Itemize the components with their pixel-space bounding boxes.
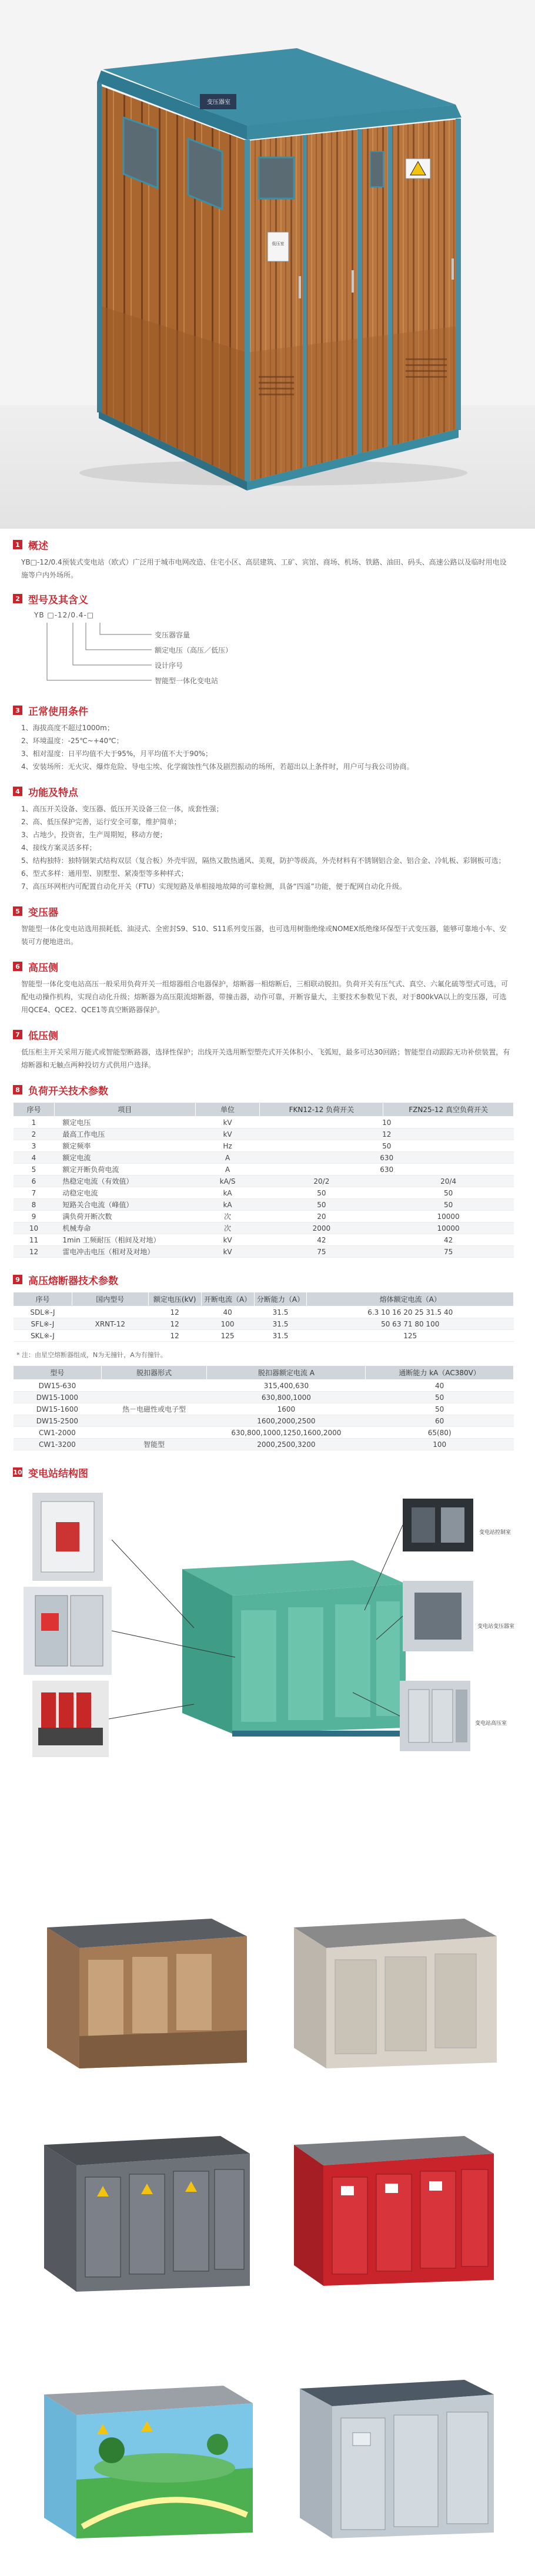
table-cell: 11 [14,1234,55,1246]
condition-item: 4、安装场所：无火灾、爆炸危险、导电尘埃、化学腐蚀性气体及剧烈振动的场所，若超出以上条件时，用户可与我公司协商。 [21,763,414,771]
table-cell: 42 [383,1234,514,1246]
model-code-diagram [34,607,535,696]
feature-item: 3、占地少，投资省，生产周期短，移动方便； [21,831,167,839]
table-cell: 2000 [260,1222,383,1234]
table-cell: 50 63 71 80 100 [307,1318,514,1330]
table-cell: 2 [14,1129,55,1140]
table-row [14,1318,514,1330]
table-row [14,1187,514,1199]
condition-item: 2、环境温度：-25℃~+40℃； [21,737,123,745]
table-cell: 1min 工频耐压（相间及对地） [54,1234,195,1246]
hv-text: 智能型一体化变电站高压一般采用负荷开关一组熔器组合电器保护，熔断器一相熔断后，三相联动脱扣。负荷开关有压气式、真空、六氟化硫等型式可选，可配电动操作机构，实现自动化升级；熔断器为高压限流熔断器，带撞击器，动作可靠，开断容量大，主要技术参数见下表，对于800kVA以上的变压器，可选用QCE4、QCE2、QCE1等真空断路器保护。 [21,980,509,1014]
table-cell: 125 [201,1330,254,1342]
table-header: 脱扣器额定电流 A [207,1366,366,1380]
section-title: 高压侧 [28,962,58,974]
table-cell: kA [195,1199,260,1211]
table-cell [72,1307,148,1318]
table-cell: 42 [260,1234,383,1246]
table-cell: kV [195,1234,260,1246]
section-title: 变压器 [28,906,58,919]
table-cell: DW15-2500 [14,1415,102,1427]
condition-item: 1、海拔高度不超过1000m； [21,724,114,732]
table-cell: 热－电磁性或电子型 [101,1403,207,1415]
product-gray [44,2136,250,2292]
table-cell: SFL※-J [14,1318,72,1330]
table-header: 序号 [14,1103,55,1117]
table-cell: 短路关合电流（峰值） [54,1199,195,1211]
table-cell: 50 [383,1187,514,1199]
table-cell: 6 [14,1176,55,1187]
model-label-voltage: 额定电压（高压／低压） [155,646,233,654]
table-cell: 12 [148,1330,201,1342]
table-cell: 2000,2500,3200 [207,1439,366,1450]
table-cell: 4 [14,1152,55,1164]
product-painted [44,2386,253,2538]
table-row [14,1199,514,1211]
section-number: 8 [13,1085,22,1094]
structure-diagram [24,1493,473,1757]
table-cell: 50 [383,1199,514,1211]
section-title: 高压熔断器技术参数 [28,1275,118,1287]
table-cell: 31.5 [254,1307,307,1318]
table-cell: 1600 [207,1403,366,1415]
table-row [14,1234,514,1246]
model-label-design-no: 设计序号 [155,661,183,670]
table-header: 序号 [14,1292,72,1307]
table-header: 熔体额定电流（A） [307,1292,514,1307]
section-lv [0,1026,535,1072]
feature-item: 1、高压开关设备、变压器、低压开关设备三位一体，成套性强； [21,805,223,813]
table-cell: 40 [201,1307,254,1318]
table-header: 脱扣器形式 [101,1366,207,1380]
table-row [14,1246,514,1258]
section-title: 负荷开关技术参数 [28,1085,108,1097]
section-title: 功能及特点 [28,787,78,799]
condition-item: 3、相对湿度：日平均值不大于95%，月平均值不大于90%； [21,750,212,758]
table-cell: 50 [260,1187,383,1199]
section-number: 4 [13,787,22,796]
table-cell: 50 [260,1199,383,1211]
model-label-capacity: 变压器容量 [155,631,190,639]
table-cell: kV [195,1246,260,1258]
table-cell: 1 [14,1117,55,1129]
section-fuse-params [0,1271,535,1450]
model-label-type: 智能型一体化变电站 [155,677,219,685]
table-cell: 满负荷开断次数 [54,1211,195,1222]
table-cell: kV [195,1117,260,1129]
product-stone [294,1919,497,2068]
table-cell: A [195,1164,260,1176]
table-cell: 1600,2000,2500 [207,1415,366,1427]
table-cell: 智能型 [101,1439,207,1450]
table-cell: kV [195,1129,260,1140]
section-title: 变电站结构图 [28,1467,88,1480]
table-row [14,1222,514,1234]
table-cell: 65(80) [366,1427,514,1439]
table-cell: 12 [14,1246,55,1258]
lv-text: 低压柜主开关采用万能式或智能型断路器，选择性保护；出线开关选用断型塑壳式开关体积小、飞弧短，最多可达30回路；智能型自动跟踪无功补偿装置，有熔断器和无触点两种投切方式供用户选择。 [21,1048,510,1069]
table-header: 型号 [14,1366,102,1380]
table-cell: 额定开断负荷电流 [54,1164,195,1176]
section-number: 1 [13,540,22,549]
section-transformer [0,902,535,948]
section-conditions [0,701,535,773]
table-cell: 10000 [383,1211,514,1222]
table-header: 项目 [54,1103,195,1117]
table-cell: 动稳定电流 [54,1187,195,1199]
table-row [14,1176,514,1187]
table-cell: 额定频率 [54,1140,195,1152]
caption-hv-room: 变电站高压室 [475,1721,507,1727]
table-row [14,1380,514,1392]
table-cell: 315,400,630 [207,1380,366,1392]
table-cell: 最高工作电压 [54,1129,195,1140]
table-cell: 100 [201,1318,254,1330]
section-features [0,782,535,893]
section-title: 正常使用条件 [28,706,88,718]
table-cell: 5 [14,1164,55,1176]
section-title: 概述 [28,540,48,552]
table-cell: 7 [14,1187,55,1199]
table-header: FZN25-12 真空负荷开关 [383,1103,514,1117]
section-title: 低压侧 [28,1030,58,1042]
table-cell: 100 [366,1439,514,1450]
table-cell: 50 [366,1403,514,1415]
table-cell: CW1-3200 [14,1439,102,1450]
table-cell: 630,800,1000,1250,1600,2000 [207,1427,366,1439]
table-row [14,1403,514,1415]
feature-item: 2、高、低压保护完善，运行安全可靠，维护简单； [21,818,181,826]
table-cell: 次 [195,1222,260,1234]
caption-control-room: 变电站控制室 [479,1530,511,1536]
overview-text: YB□-12/0.4预装式变电站（欧式）广泛用于城市电网改造、住宅小区、高层建筑、工矿、宾馆、商场、机场、铁路、油田、码头、高速公路以及临时用电设施等户内外场所。 [21,558,507,579]
table-cell: 10 [14,1222,55,1234]
table-row [14,1152,514,1164]
table-cell: 额定电流 [54,1152,195,1164]
caption-transformer-room: 变电站变压器室 [477,1624,515,1630]
table-header: FKN12-12 负荷开关 [260,1103,383,1117]
table-cell: 630 [260,1152,514,1164]
table-row [14,1439,514,1450]
feature-item: 4、接线方案灵活多样； [21,844,96,852]
table-cell: 50 [366,1392,514,1403]
table-cell: 31.5 [254,1330,307,1342]
product-wood [47,1919,247,2068]
section-number: 3 [13,706,22,715]
section-number: 2 [13,594,22,603]
table-row [14,1415,514,1427]
table-cell: DW15-630 [14,1380,102,1392]
table-cell: 630,800,1000 [207,1392,366,1403]
switch-params-table [13,1102,514,1258]
table-cell: 50 [260,1140,514,1152]
fuse-note: * 注：由星空熔断器组成，N为无撞针，A为有撞针。 [16,1351,167,1359]
table-row [14,1307,514,1318]
table-cell [101,1380,207,1392]
table-cell: A [195,1152,260,1164]
gallery-illustrations [0,1481,535,2576]
table-cell: 20/2 [260,1176,383,1187]
product-red [294,2136,494,2286]
table-cell: 6.3 10 16 20 25 31.5 40 [307,1307,514,1318]
table-cell: 125 [307,1330,514,1342]
table-header: 国内型号 [72,1292,148,1307]
table-cell: XRNT-12 [72,1318,148,1330]
transformer-text: 智能型一体化变电站选用损耗低、油浸式、全密封S9、S10、S11系列变压器，也可选用树脂绝缘或NOMEX纸绝缘环保型干式变压器，能够可靠地小车、安装可方便地进出。 [21,925,507,946]
table-cell [72,1330,148,1342]
section-model [0,590,535,696]
structure-gallery [0,1481,535,2576]
table-cell: 31.5 [254,1318,307,1330]
table-row [14,1164,514,1176]
table-header: 通断能力 kA（AC380V） [366,1366,514,1380]
table-cell: 热稳定电流（有效值） [54,1176,195,1187]
section-switch-params [0,1081,535,1258]
table-cell: 75 [383,1246,514,1258]
table-cell: 20/4 [383,1176,514,1187]
table-cell: 630 [260,1164,514,1176]
section-hv [0,958,535,1016]
table-cell: kA/S [195,1176,260,1187]
table-cell: 10 [260,1117,514,1129]
table-cell: 12 [148,1318,201,1330]
table-header: 分断能力（A） [254,1292,307,1307]
section-number: 6 [13,962,22,971]
table-header: 额定电压(kV) [148,1292,201,1307]
section-overview [0,536,535,582]
table-row [14,1211,514,1222]
table-cell [101,1392,207,1403]
table-cell: 40 [366,1380,514,1392]
table-row [14,1427,514,1439]
hero-product-image [0,0,535,529]
section-title: 型号及其含义 [28,594,88,606]
table-cell: 12 [148,1307,201,1318]
table-header: 开断电流（A） [201,1292,254,1307]
feature-item: 7、高压环网柜内可配置自动化开关（FTU）实现短路及单相接地故障的可靠检测，具备“四遥”功能，便于配网自动化升级。 [21,882,406,891]
section-structure [0,1463,535,1481]
table-cell: SDL※-J [14,1307,72,1318]
table-row [14,1129,514,1140]
table-row [14,1392,514,1403]
table-row [14,1140,514,1152]
table-cell: 雷电冲击电压（相对及对地） [54,1246,195,1258]
door-sign-label: 低压室 [272,241,285,246]
table-cell: 10000 [383,1222,514,1234]
table-cell [101,1427,207,1439]
section-number: 5 [13,906,22,916]
table-cell: DW15-1000 [14,1392,102,1403]
table-cell: DW15-1600 [14,1403,102,1415]
table-row [14,1117,514,1129]
table-cell: 机械寿命 [54,1222,195,1234]
section-number: 10 [13,1468,22,1476]
table-cell: kA [195,1187,260,1199]
table-header: 单位 [195,1103,260,1117]
table-cell: 额定电压 [54,1117,195,1129]
section-number: 7 [13,1030,22,1039]
breaker-params-table [13,1365,514,1450]
feature-item: 6、型式多样：通用型、别墅型、紧凑型等多种样式； [21,869,188,878]
table-cell: 次 [195,1211,260,1222]
table-cell: SKL※-J [14,1330,72,1342]
table-cell [101,1415,207,1427]
table-cell: 60 [366,1415,514,1427]
product-light [300,2380,494,2538]
model-code: YB □-12/0.4-□ [34,611,95,619]
table-cell: 20 [260,1211,383,1222]
substation-illustration [0,0,535,529]
table-cell: 12 [260,1129,514,1140]
table-cell: Hz [195,1140,260,1152]
table-cell: 8 [14,1199,55,1211]
table-cell: 3 [14,1140,55,1152]
table-cell: 9 [14,1211,55,1222]
table-cell: CW1-2000 [14,1427,102,1439]
section-number: 9 [13,1275,22,1284]
feature-item: 5、结构独特：独特钢架式结构双层（复合板）外壳牢固，隔热又散热通风、美观，防护等级高，外壳材料有不锈钢铝合金、铝合金、冷轧板、彩钢板可选； [21,857,506,865]
roof-sign-label: 变压器室 [207,99,230,106]
table-cell: 75 [260,1246,383,1258]
fuse-params-table [13,1292,514,1342]
table-row [14,1330,514,1342]
